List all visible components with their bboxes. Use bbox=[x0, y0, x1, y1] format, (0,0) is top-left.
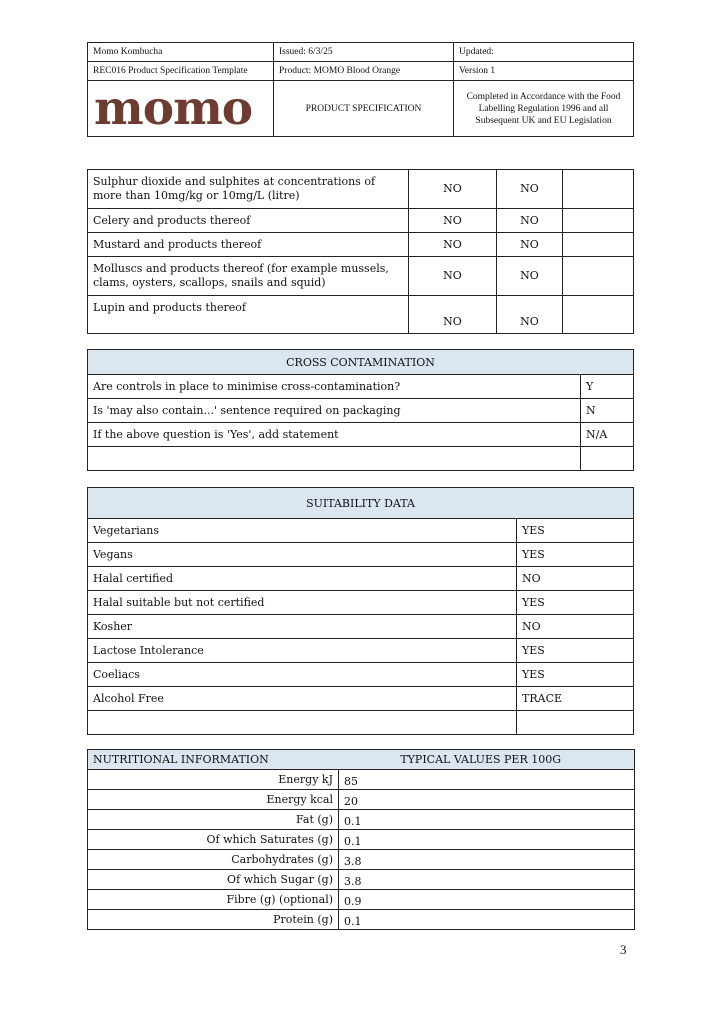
suitability-label: Lactose Intolerance bbox=[88, 639, 517, 663]
nutrition-title: NUTRITIONAL INFORMATION bbox=[93, 753, 269, 766]
nutrient-label: Energy kcal bbox=[88, 790, 339, 810]
nutrient-label: Carbohydrates (g) bbox=[88, 850, 339, 870]
allergen-value: NO bbox=[497, 257, 563, 296]
nutrient-value: 20 bbox=[339, 790, 635, 810]
nutrient-label: Of which Saturates (g) bbox=[88, 830, 339, 850]
updated-date: Updated: bbox=[454, 43, 634, 62]
momo-logo: momo bbox=[88, 81, 274, 137]
allergen-value bbox=[563, 170, 634, 209]
allergen-name: Molluscs and products thereof (for example mussels, clams, oysters, scallops, snails and squid) bbox=[88, 257, 409, 296]
nutrient-value: 85 bbox=[339, 770, 635, 790]
nutrient-label: Fat (g) bbox=[88, 810, 339, 830]
suitability-value bbox=[517, 711, 634, 735]
allergen-value: NO bbox=[497, 170, 563, 209]
allergen-value: NO bbox=[409, 209, 497, 233]
cross-answer: N/A bbox=[581, 423, 634, 447]
allergen-value: NO bbox=[497, 209, 563, 233]
cross-question: Are controls in place to minimise cross-contamination? bbox=[88, 375, 581, 399]
product-name: Product: MOMO Blood Orange bbox=[274, 62, 454, 81]
nutrient-label: Of which Sugar (g) bbox=[88, 870, 339, 890]
issued-date: Issued: 6/3/25 bbox=[274, 43, 454, 62]
suitability-label: Vegetarians bbox=[88, 519, 517, 543]
suitability-value: YES bbox=[517, 543, 634, 567]
allergen-value: NO bbox=[497, 233, 563, 257]
allergen-name: Sulphur dioxide and sulphites at concentrations of more than 10mg/kg or 10mg/L (litre) bbox=[88, 170, 409, 209]
allergen-value: NO bbox=[409, 296, 497, 334]
cross-answer: N bbox=[581, 399, 634, 423]
compliance-note: Completed in Accordance with the Food Labelling Regulation 1996 and all Subsequent UK and EU Legislation bbox=[454, 81, 634, 137]
suitability-label: Vegans bbox=[88, 543, 517, 567]
cross-question: Is 'may also contain...' sentence required on packaging bbox=[88, 399, 581, 423]
suitability-label: Coeliacs bbox=[88, 663, 517, 687]
cross-question: If the above question is 'Yes', add statement bbox=[88, 423, 581, 447]
version: Version 1 bbox=[454, 62, 634, 81]
nutrient-label: Protein (g) bbox=[88, 910, 339, 930]
nutrient-label: Energy kJ bbox=[88, 770, 339, 790]
suitability-value: NO bbox=[517, 567, 634, 591]
spec-header-table bbox=[87, 42, 634, 137]
suitability-table bbox=[87, 487, 634, 735]
allergen-value: NO bbox=[409, 257, 497, 296]
nutrient-value: 0.1 bbox=[339, 910, 635, 930]
suitability-value: YES bbox=[517, 663, 634, 687]
allergen-value bbox=[563, 296, 634, 334]
page-number: 3 bbox=[620, 942, 627, 957]
suitability-label bbox=[88, 711, 517, 735]
nutrient-value: 0.9 bbox=[339, 890, 635, 910]
company-name: Momo Kombucha bbox=[88, 43, 274, 62]
suitability-value: YES bbox=[517, 639, 634, 663]
nutrient-value: 3.8 bbox=[339, 870, 635, 890]
allergen-name: Mustard and products thereof bbox=[88, 233, 409, 257]
suitability-title: SUITABILITY DATA bbox=[88, 488, 634, 519]
allergen-value bbox=[563, 209, 634, 233]
allergen-value: NO bbox=[409, 233, 497, 257]
allergen-name: Celery and products thereof bbox=[88, 209, 409, 233]
suitability-value: NO bbox=[517, 615, 634, 639]
cross-question bbox=[88, 447, 581, 471]
cross-contamination-table bbox=[87, 349, 634, 471]
allergen-table bbox=[87, 169, 634, 334]
nutrient-value: 0.1 bbox=[339, 830, 635, 850]
nutrition-values-title: TYPICAL VALUES PER 100G bbox=[400, 753, 562, 766]
allergen-value bbox=[563, 233, 634, 257]
nutrient-label: Fibre (g) (optional) bbox=[88, 890, 339, 910]
allergen-value: NO bbox=[497, 296, 563, 334]
nutrient-value: 3.8 bbox=[339, 850, 635, 870]
suitability-label: Alcohol Free bbox=[88, 687, 517, 711]
suitability-value: YES bbox=[517, 519, 634, 543]
suitability-value: YES bbox=[517, 591, 634, 615]
nutrition-table bbox=[87, 749, 635, 930]
allergen-name: Lupin and products thereof bbox=[88, 296, 409, 334]
nutrient-value: 0.1 bbox=[339, 810, 635, 830]
nutrition-header bbox=[88, 750, 635, 770]
suitability-label: Halal certified bbox=[88, 567, 517, 591]
cross-contamination-title: CROSS CONTAMINATION bbox=[88, 350, 634, 375]
suitability-label: Kosher bbox=[88, 615, 517, 639]
template-code: REC016 Product Specification Template bbox=[88, 62, 274, 81]
suitability-value: TRACE bbox=[517, 687, 634, 711]
doc-title: PRODUCT SPECIFICATION bbox=[274, 81, 454, 137]
cross-answer: Y bbox=[581, 375, 634, 399]
allergen-value bbox=[563, 257, 634, 296]
suitability-label: Halal suitable but not certified bbox=[88, 591, 517, 615]
cross-answer bbox=[581, 447, 634, 471]
allergen-value: NO bbox=[409, 170, 497, 209]
